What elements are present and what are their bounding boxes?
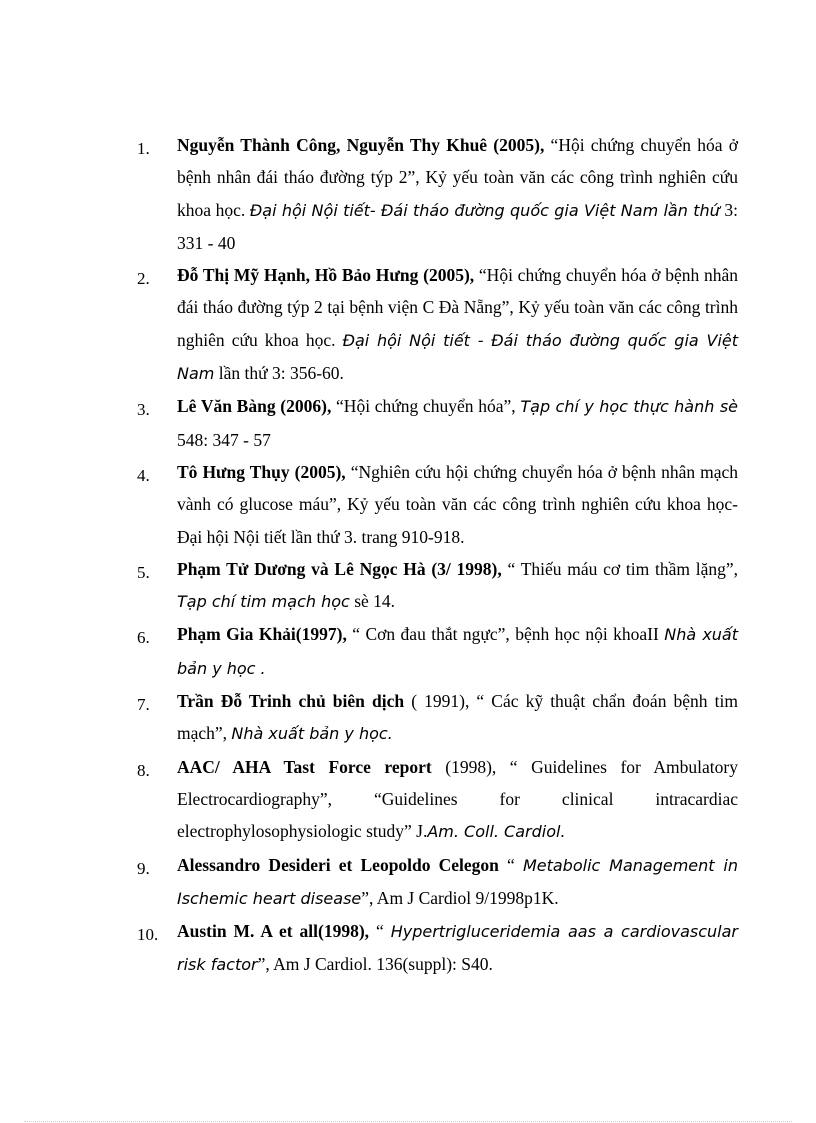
reference-text: (1998), “ Guidelines for Ambulatory Electrocardiography”, “Guidelines for clinical intracardiac electrophylosophysiologic study” J. bbox=[177, 756, 738, 842]
reference-text-end: ”, Am J Cardiol. 136(suppl): S40. bbox=[257, 954, 493, 975]
reference-authors: AAC/ AHA Tast Force report bbox=[177, 756, 432, 777]
reference-authors: Đỗ Thị Mỹ Hạnh, Hồ Bảo Hưng (2005), bbox=[177, 265, 475, 286]
reference-number: 9. bbox=[137, 858, 150, 878]
reference-item bbox=[0, 390, 816, 456]
reference-source: Am. Coll. Cardiol. bbox=[427, 822, 566, 842]
reference-authors: Austin M. A et all(1998), bbox=[177, 921, 370, 942]
reference-text: “ Cơn đau thắt ngực”, bệnh học nội khoaII bbox=[346, 624, 665, 645]
reference-authors: Tô Hưng Thụy (2005), bbox=[177, 461, 346, 482]
reference-number: 8. bbox=[137, 760, 150, 780]
reference-text: “ bbox=[498, 854, 523, 875]
reference-text: ( 1991), “ Các kỹ thuật chẩn đoán bệnh tim mạch”, bbox=[177, 691, 738, 744]
reference-item bbox=[0, 259, 816, 390]
reference-number: 3. bbox=[137, 400, 150, 420]
reference-number: 4. bbox=[137, 465, 150, 485]
reference-authors: Phạm Tử Dương và Lê Ngọc Hà (3/ 1998), bbox=[177, 558, 502, 579]
reference-text-end: 548: 347 - 57 bbox=[177, 429, 271, 450]
reference-number: 7. bbox=[137, 695, 150, 715]
reference-source: Tạp chí tim mạch học bbox=[177, 592, 350, 612]
reference-item bbox=[0, 915, 816, 982]
reference-text: “ Thiếu máu cơ tim thầm lặng”, bbox=[501, 558, 738, 579]
reference-source: Đại hội Nội tiết- Đái tháo đường quốc gia Việt Nam lần thứ bbox=[249, 200, 720, 220]
reference-text: “Hội chứng chuyển hóa”, bbox=[331, 396, 521, 417]
reference-item bbox=[0, 553, 816, 619]
reference-authors: Phạm Gia Khải(1997), bbox=[177, 624, 347, 645]
reference-text-end: sè 14. bbox=[349, 591, 396, 612]
reference-item bbox=[0, 129, 816, 259]
reference-item bbox=[0, 849, 816, 916]
reference-item bbox=[0, 456, 816, 553]
page-bottom-divider bbox=[24, 1121, 792, 1122]
reference-text: “Hội chứng chuyển hóa ở bệnh nhân đái tháo đường týp 2”, Kỷ yếu toàn văn các công trình nghiên cứu khoa học. bbox=[177, 135, 738, 220]
reference-number: 1. bbox=[137, 139, 150, 158]
reference-item bbox=[0, 618, 816, 685]
reference-list bbox=[0, 129, 816, 982]
reference-source: Nhà xuất bản y học . bbox=[177, 625, 739, 678]
reference-number: 5. bbox=[137, 562, 150, 582]
reference-source: Đại hội Nội tiết - Đái tháo đường quốc gia Việt Nam bbox=[177, 330, 739, 384]
reference-source: Tạp chí y học thực hành sè bbox=[520, 397, 738, 417]
reference-source: Metabolic Management in Ischemic heart disease bbox=[177, 855, 738, 908]
reference-text-end: lần thứ 3: 356-60. bbox=[214, 363, 344, 384]
reference-item bbox=[0, 751, 816, 849]
reference-authors: Nguyễn Thành Công, Nguyễn Thy Khuê (2005), bbox=[177, 135, 545, 155]
reference-text-end: 3: 331 - 40 bbox=[177, 199, 738, 253]
reference-number: 6. bbox=[137, 628, 150, 648]
reference-authors: Lê Văn Bàng (2006), bbox=[177, 396, 332, 417]
reference-text: “Hội chứng chuyển hóa ở bệnh nhân đái tháo đường týp 2 tại bệnh viện C Đà Nẵng”, Kỷ yếu toàn văn các công trình nghiên cứu khoa học. bbox=[177, 265, 738, 350]
reference-text: “ bbox=[369, 921, 391, 942]
reference-text: “Nghiên cứu hội chứng chuyển hóa ở bệnh nhân mạch vành có glucose máu”, Kỷ yếu toàn văn các công trình nghiên cứu khoa học- Đại hội Nội tiết lần thứ 3. trang 910-918. bbox=[177, 461, 739, 547]
reference-source: Hypertrigluceridemia aas a cardiovascular risk factor bbox=[177, 922, 738, 975]
reference-text-end: ”, Am J Cardiol 9/1998p1K. bbox=[361, 887, 559, 908]
reference-authors: Alessandro Desideri et Leopoldo Celegon bbox=[177, 854, 499, 875]
reference-item bbox=[0, 685, 816, 751]
reference-number: 10. bbox=[137, 925, 159, 945]
reference-number: 2. bbox=[137, 269, 150, 289]
reference-source: Nhà xuất bản y học. bbox=[231, 724, 393, 744]
reference-authors: Trần Đỗ Trinh chủ biên dịch bbox=[177, 691, 405, 712]
